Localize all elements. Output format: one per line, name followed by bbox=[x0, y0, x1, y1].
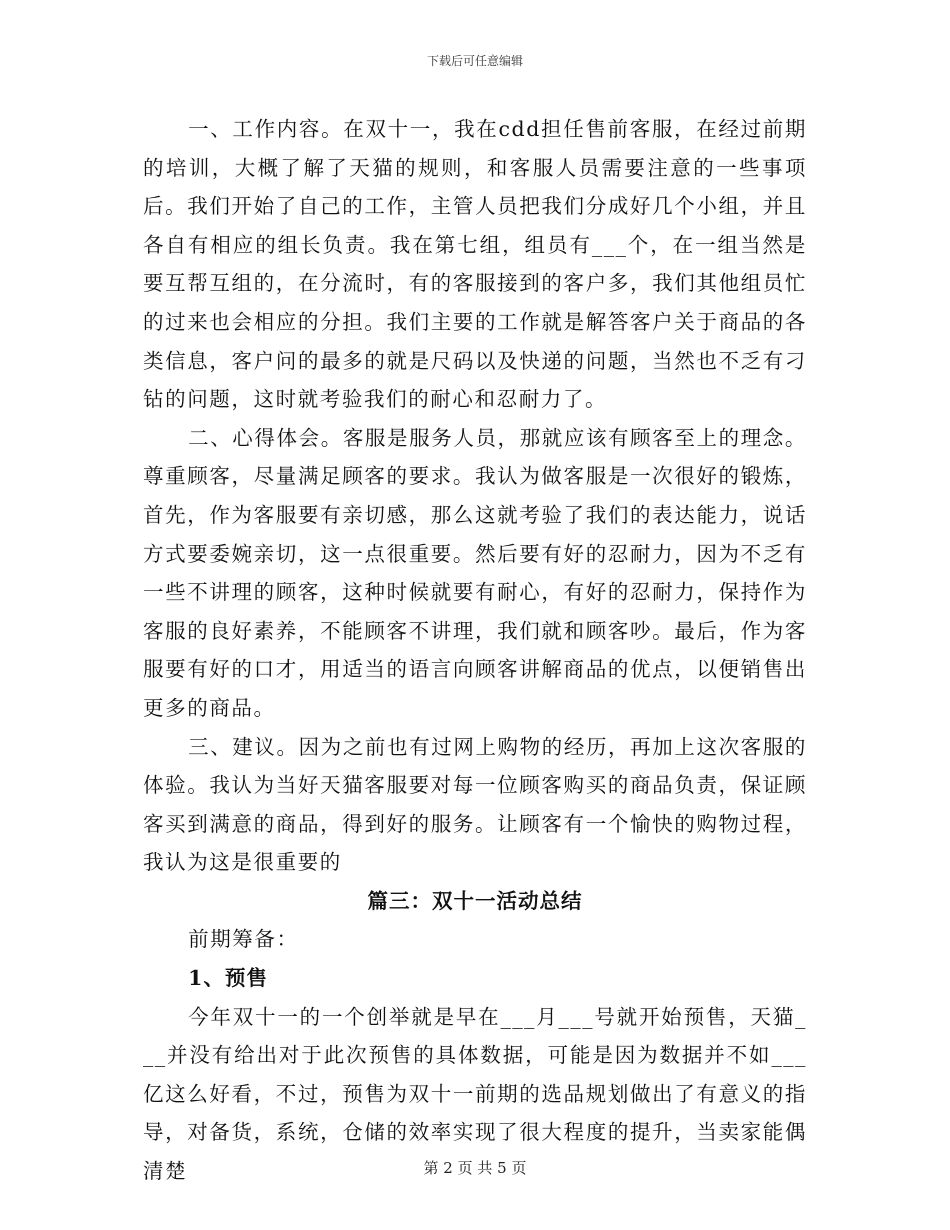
paragraph-work-content: 一、工作内容。在双十一，我在cdd担任售前客服，在经过前期的培训，大概了解了天猫的规则，和客服人员需要注意的一些事项后。我们开始了自己的工作，主管人员把我们分成好几个小组，并且各自有相应的组长负责。我在第七组，组员有___个，在一组当然是要互帮互组的，在分流时，有的客服接到的客户多，我们其他组员忙的过来也会相应的分担。我们主要的工作就是解答客户关于商品的各类信息，客户问的最多的就是尺码以及快递的问题，当然也不乏有刁钻的问题，这时就考验我们的耐心和忍耐力了。 bbox=[143, 117, 807, 412]
section-intro: 前期筹备： bbox=[188, 927, 299, 952]
page-header: 下载后可任意编辑 bbox=[426, 54, 523, 68]
section-subheading: 1、预售 bbox=[188, 966, 268, 991]
paragraph-suggestion: 三、建议。因为之前也有过网上购物的经历，再加上这次客服的体验。我认为当好天猫客服要对每一位顾客购买的商品负责，保证顾客买到满意的商品，得到好的服务。让顾客有一个愉快的购物过程，我认为这是很重要的 bbox=[143, 734, 807, 875]
paragraph-presale: 今年双十一的一个创举就是早在___月___号就开始预售，天猫___并没有给出对于此次预售的具体数据，可能是因为数据并不如___亿这么好看，不过，预售为双十一前期的选品规划做出了有意义的指导，对备货，系统，仓储的效率实现了很大程度的提升，当卖家能偶清楚 bbox=[143, 1004, 807, 1184]
section-title: 篇三：双十一活动总结 bbox=[367, 888, 583, 913]
page-footer: 第 2 页 共 5 页 bbox=[423, 1159, 527, 1177]
paragraph-experience: 二、心得体会。客服是服务人员，那就应该有顾客至上的理念。尊重顾客，尽量满足顾客的要求。我认为做客服是一次很好的锻炼，首先，作为客服要有亲切感，那么这就考验了我们的表达能力，说话方式要委婉亲切，这一点很重要。然后要有好的忍耐力，因为不乏有一些不讲理的顾客，这种时候就要有耐心，有好的忍耐力，保持作为客服的良好素养，不能顾客不讲理，我们就和顾客吵。最后，作为客服要有好的口才，用适当的语言向顾客讲解商品的优点，以便销售出更多的商品。 bbox=[143, 425, 807, 720]
document-body bbox=[143, 110, 807, 1191]
